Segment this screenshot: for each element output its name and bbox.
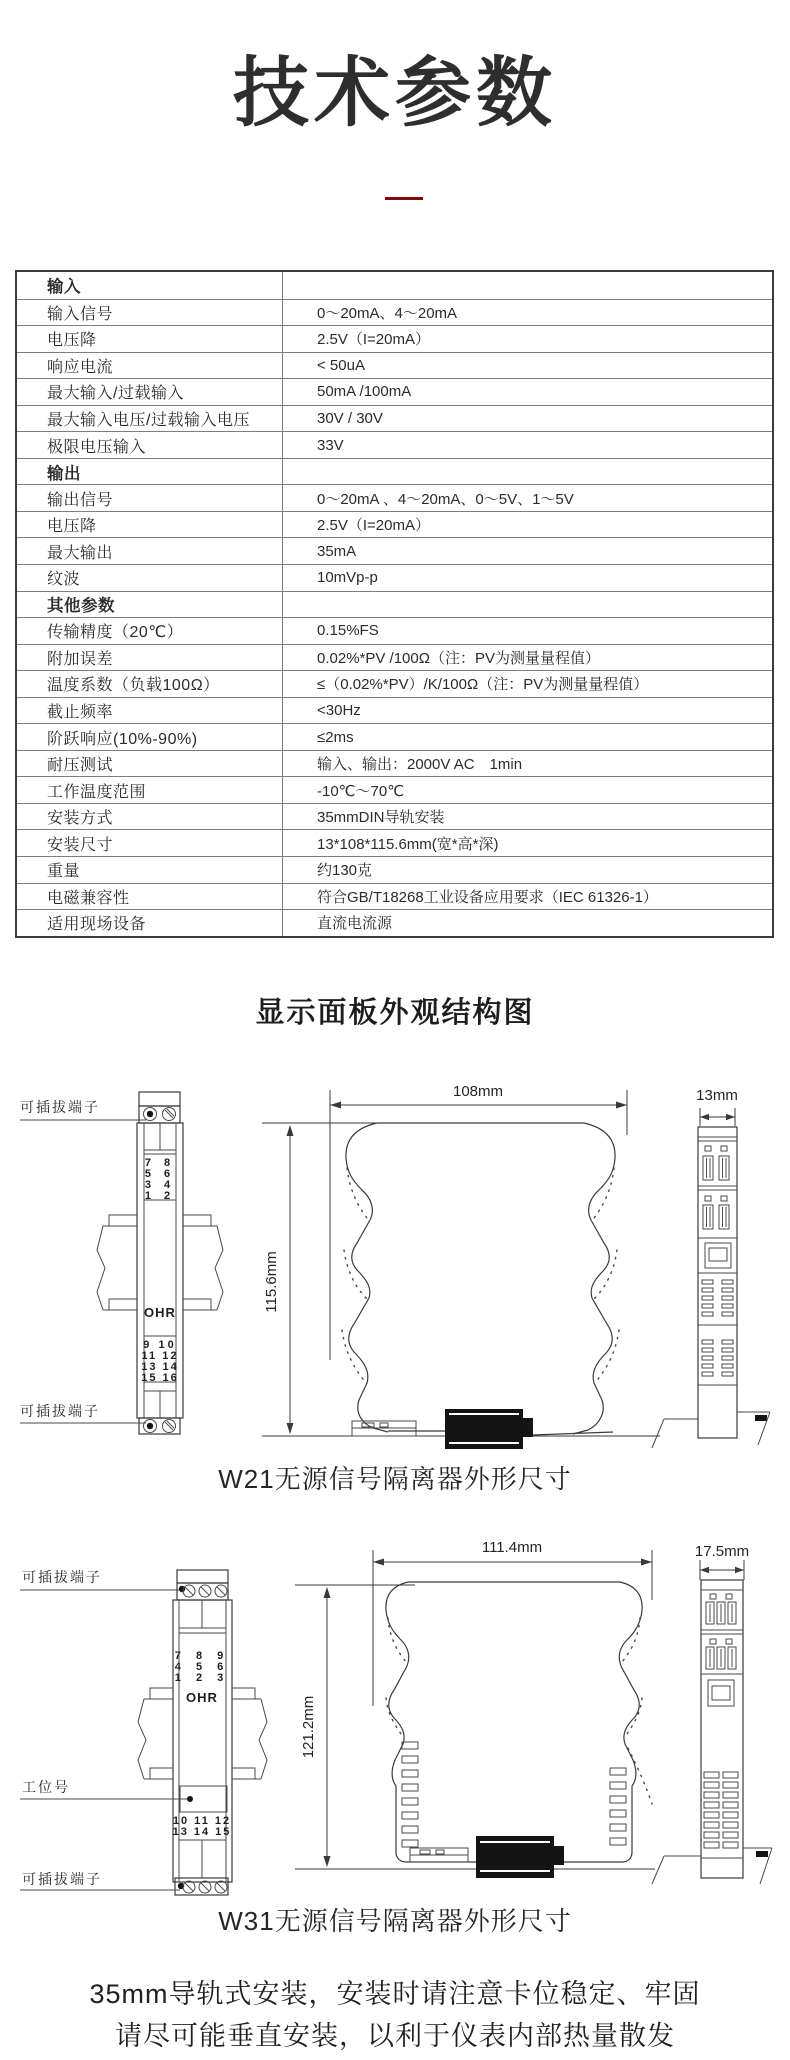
w31-caption: W31无源信号隔离器外形尺寸 bbox=[218, 1906, 572, 1936]
screw-icon bbox=[178, 1881, 227, 1893]
spec-label: 最大输入/过载输入 bbox=[17, 379, 283, 405]
table-row bbox=[17, 299, 772, 326]
spec-value: 输入、输出：2000V AC 1min bbox=[317, 756, 523, 774]
spec-label: 传输精度（20℃） bbox=[17, 618, 283, 644]
title-accent-dash bbox=[385, 197, 423, 200]
w31-station-label: 工位号 bbox=[22, 1779, 70, 1795]
table-row bbox=[17, 272, 772, 299]
svg-text:5 6: 5 6 bbox=[144, 1168, 176, 1180]
svg-text:9 10: 9 10 bbox=[143, 1339, 177, 1351]
spec-label: 重量 bbox=[17, 857, 283, 883]
spec-value: ≤2ms bbox=[317, 728, 354, 746]
spec-value: 符合GB/T18268工业设备应用要求（IEC 61326-1） bbox=[317, 888, 658, 906]
spec-label: 输出信号 bbox=[17, 485, 283, 511]
w31-top-terminal-label: 可插拔端子 bbox=[22, 1569, 102, 1585]
w21-diagram bbox=[0, 1060, 790, 1460]
spec-value: 35mmDIN导轨安装 bbox=[317, 809, 445, 827]
spec-label: 最大输出 bbox=[17, 538, 283, 564]
terminal-numbers-bottom bbox=[141, 1339, 179, 1384]
table-row bbox=[17, 378, 772, 405]
spec-value: 0～20mA 、4～20mA、0～5V、1～5V bbox=[317, 490, 574, 508]
table-row bbox=[17, 670, 772, 697]
table-row bbox=[17, 909, 772, 936]
table-row bbox=[17, 856, 772, 883]
spec-value: 10mVp-p bbox=[317, 569, 378, 587]
spec-value: 0.02%*PV /100Ω（注：PV为测量量程值） bbox=[317, 649, 600, 667]
terminal-block bbox=[139, 1418, 180, 1434]
spec-label: 安装方式 bbox=[17, 804, 283, 830]
spec-value: < 50uA bbox=[317, 356, 365, 374]
spec-label: 附加误差 bbox=[17, 645, 283, 671]
spec-label: 电压降 bbox=[17, 326, 283, 352]
spec-label: 输入信号 bbox=[17, 300, 283, 326]
spec-value: 0.15%FS bbox=[317, 622, 379, 640]
w21-bottom-terminal-label: 可插拔端子 bbox=[20, 1403, 100, 1419]
w31-bottom-terminal-label: 可插拔端子 bbox=[22, 1871, 102, 1887]
spec-label: 纹波 bbox=[17, 565, 283, 591]
spec-label: 响应电流 bbox=[17, 353, 283, 379]
w21-front-view bbox=[20, 1092, 223, 1434]
w31-front-view bbox=[20, 1569, 267, 1895]
page-title: 技术参数 bbox=[233, 51, 557, 136]
spec-value: 35mA bbox=[317, 542, 357, 560]
svg-text:15 16: 15 16 bbox=[141, 1372, 179, 1384]
table-row bbox=[17, 511, 772, 538]
spec-label: 安装尺寸 bbox=[17, 830, 283, 856]
spec-value bbox=[283, 272, 772, 299]
spec-value: 33V bbox=[317, 436, 344, 454]
table-row bbox=[17, 325, 772, 352]
w31-height-dimension: 121.2mm bbox=[300, 1695, 317, 1759]
spec-label: 最大输入电压/过载输入电压 bbox=[17, 406, 283, 432]
svg-text:3 4: 3 4 bbox=[144, 1179, 176, 1191]
table-row bbox=[17, 829, 772, 856]
screw-icon bbox=[179, 1585, 227, 1597]
svg-text:1 2 3: 1 2 3 bbox=[174, 1672, 230, 1684]
spec-value bbox=[283, 592, 772, 618]
spec-value: ≤（0.02%*PV）/K/100Ω（注：PV为测量量程值） bbox=[317, 676, 649, 694]
install-note-line2: 请尽可能垂直安装，以利于仪表内部热量散发 bbox=[115, 2021, 675, 2051]
table-row bbox=[17, 776, 772, 803]
terminal-block bbox=[139, 1092, 180, 1106]
spec-value: 0～20mA、4～20mA bbox=[317, 304, 458, 322]
table-row bbox=[17, 484, 772, 511]
table-row bbox=[17, 352, 772, 379]
install-note-line1: 35mm导轨式安装，安装时请注意卡位稳定、牢固 bbox=[89, 1979, 701, 2009]
mounting-foot bbox=[352, 1421, 416, 1436]
din-clip bbox=[476, 1836, 564, 1878]
spec-value: 13*108*115.6mm(宽*高*深) bbox=[317, 835, 499, 853]
screw-icon bbox=[144, 1420, 176, 1433]
spec-value: -10℃～70℃ bbox=[317, 782, 405, 800]
screw-icon bbox=[144, 1108, 176, 1121]
spec-label: 其他参数 bbox=[17, 592, 283, 618]
spec-value: <30Hz bbox=[317, 702, 361, 720]
spec-label: 工作温度范围 bbox=[17, 777, 283, 803]
spec-value: 2.5V（I=20mA） bbox=[317, 331, 430, 349]
brand-logo: OHR bbox=[144, 1305, 176, 1320]
table-row bbox=[17, 644, 772, 671]
spec-value bbox=[283, 459, 772, 485]
spec-value: 30V / 30V bbox=[317, 410, 383, 427]
brand-logo: OHR bbox=[186, 1690, 218, 1705]
table-row bbox=[17, 431, 772, 458]
din-rail bbox=[97, 1215, 223, 1310]
spec-label: 温度系数（负载100Ω） bbox=[17, 671, 283, 697]
table-row bbox=[17, 405, 772, 432]
structure-section-title: 显示面板外观结构图 bbox=[255, 997, 535, 1029]
w21-top-terminal-label: 可插拔端子 bbox=[20, 1099, 100, 1115]
spec-label: 适用现场设备 bbox=[17, 910, 283, 936]
terminal-numbers-top bbox=[145, 1157, 175, 1202]
din-clip bbox=[445, 1409, 533, 1449]
table-row bbox=[17, 564, 772, 591]
spec-label: 输出 bbox=[17, 459, 283, 485]
svg-text:7 8 9: 7 8 9 bbox=[174, 1650, 230, 1662]
svg-text:10 11 12: 10 11 12 bbox=[172, 1815, 232, 1827]
spec-value: 直流电流源 bbox=[317, 915, 393, 933]
spec-label: 阶跃响应(10%-90%) bbox=[17, 724, 283, 750]
spec-label: 耐压测试 bbox=[17, 751, 283, 777]
spec-value: 约130克 bbox=[317, 862, 373, 880]
svg-text:1 2: 1 2 bbox=[144, 1190, 176, 1202]
table-row bbox=[17, 537, 772, 564]
spec-value: 50mA /100mA bbox=[317, 383, 412, 401]
w31-rear-view bbox=[652, 1543, 772, 1884]
w21-caption: W21无源信号隔离器外形尺寸 bbox=[218, 1464, 572, 1494]
terminal-numbers-bottom bbox=[173, 1815, 232, 1838]
w31-diagram bbox=[0, 1528, 790, 1903]
spec-label: 极限电压输入 bbox=[17, 432, 283, 458]
spec-label: 电磁兼容性 bbox=[17, 884, 283, 910]
table-row bbox=[17, 723, 772, 750]
terminal-block bbox=[177, 1570, 228, 1583]
svg-text:11 12: 11 12 bbox=[141, 1350, 179, 1362]
spec-table bbox=[15, 270, 774, 938]
table-row bbox=[17, 750, 772, 777]
spec-value: 2.5V（I=20mA） bbox=[317, 517, 430, 535]
w31-side-view bbox=[295, 1539, 655, 1878]
svg-text:13 14: 13 14 bbox=[141, 1361, 179, 1373]
spec-label: 电压降 bbox=[17, 512, 283, 538]
w31-width-dimension: 111.4mm bbox=[481, 1539, 543, 1556]
svg-text:13 14 15: 13 14 15 bbox=[172, 1826, 232, 1838]
svg-text:7 8: 7 8 bbox=[144, 1157, 176, 1169]
w21-depth-dimension: 13mm bbox=[696, 1087, 738, 1104]
w21-height-dimension: 115.6mm bbox=[263, 1251, 280, 1313]
terminal-numbers-top bbox=[175, 1650, 229, 1684]
svg-text:4 5 6: 4 5 6 bbox=[174, 1661, 230, 1673]
mounting-foot bbox=[410, 1848, 468, 1862]
spec-label: 输入 bbox=[17, 272, 283, 299]
table-row bbox=[17, 591, 772, 618]
table-row bbox=[17, 617, 772, 644]
table-row bbox=[17, 697, 772, 724]
table-row bbox=[17, 883, 772, 910]
table-row bbox=[17, 458, 772, 485]
spec-label: 截止频率 bbox=[17, 698, 283, 724]
w21-width-dimension: 108mm bbox=[452, 1083, 504, 1100]
w21-rear-view bbox=[652, 1087, 770, 1448]
w21-side-view bbox=[262, 1083, 660, 1449]
table-row bbox=[17, 803, 772, 830]
w31-depth-dimension: 17.5mm bbox=[694, 1543, 750, 1560]
